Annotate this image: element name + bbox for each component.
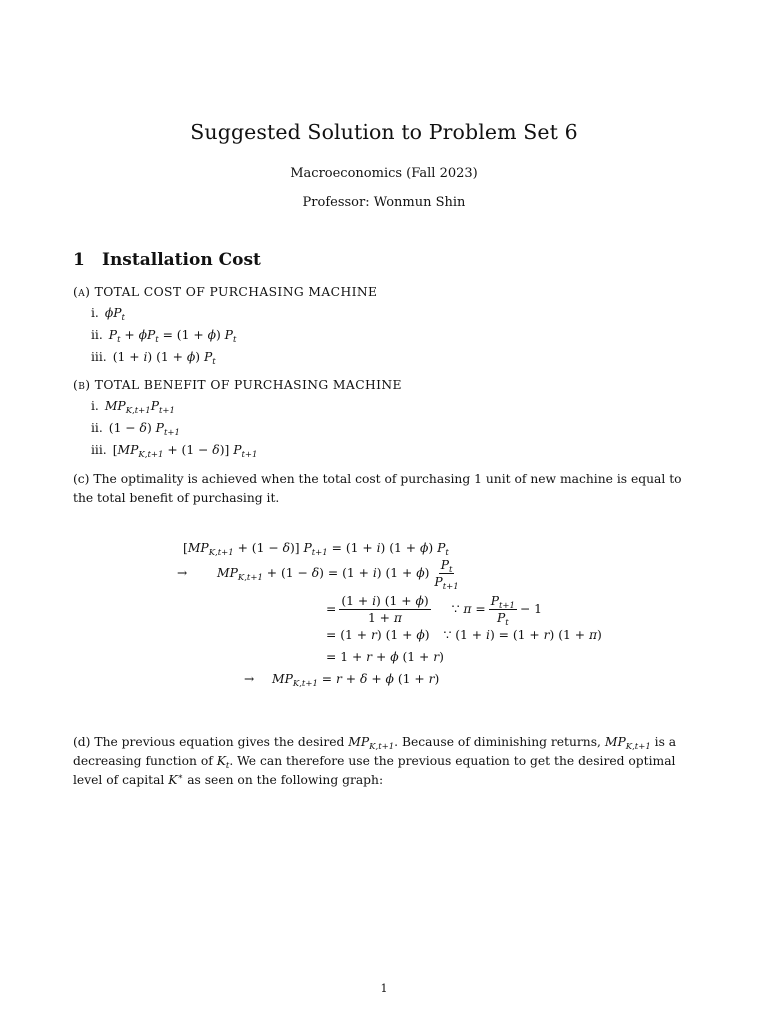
course-name: Macroeconomics (Fall 2023)	[290, 166, 478, 181]
part-a-item-1: i. $\phi P_t$	[91, 306, 125, 323]
section-number: 1	[73, 250, 85, 270]
equation-line-4: = (1 + r) (1 + ϕ) ∵ (1 + i) = (1 + r) (1 + π)	[326, 628, 602, 642]
part-b-item-2: ii. (1 − δ) $P_{t+1}$	[91, 421, 180, 438]
page-number: 1	[380, 982, 388, 995]
equation-line-1: $[MP_{K,t+1} + (1 - \delta)] P_{t+1} = (1 + i) (1 + \phi)$ $P_t$	[183, 541, 449, 558]
professor-name: Professor: Wonmun Shin	[302, 195, 466, 210]
section-heading	[73, 250, 261, 270]
part-c-text: (c) The optimality is achieved when the total cost of purchasing 1 unit of new machine is equal to the total benefit of purchasing it.	[73, 472, 682, 505]
part-a-heading: (a) TOTAL COST OF PURCHASING MACHINE	[73, 285, 378, 299]
equation: $P_t + \phi P_t = (1 + \phi)$ $P_t$	[108, 328, 237, 345]
part-b-item-1: i. $MP_{K,t+1}P_{t+1}$	[91, 399, 175, 416]
equation-line-5: = 1 + r + ϕ (1 + r)	[326, 650, 444, 664]
document-title: Suggested Solution to Problem Set 6	[190, 120, 578, 144]
equation-line-3: = $\frac{(1 + i) (1 + \phi)}{1 + \pi}$ ∵ π = $\frac{P_{t+1}}{P_t}$ − 1	[326, 594, 542, 628]
part-d-text: (d) The previous equation gives the desired $MP_{K,t+1}$. Because of diminishing returns, $MP_{K,t+1}$ is a decreasing function of $K_t$. We can therefore use the previous equation to get the desired optimal level of capital K∗ as seen on the following graph:	[73, 735, 677, 787]
part-b-heading: (b) TOTAL BENEFIT OF PURCHASING MACHINE	[73, 378, 402, 392]
equation: $MP_{K,t+1}P_{t+1}$	[104, 399, 175, 416]
part-a-item-3: iii. (1 + i) (1 + ϕ) $P_t$	[91, 350, 216, 367]
section-title: Installation Cost	[102, 250, 261, 270]
part-a-item-2: ii. $P_t + \phi P_t = (1 + \phi)$ $P_t$	[91, 328, 237, 345]
equation: $\phi P_t$	[104, 306, 125, 323]
equation-line-2: → $MP_{K,t+1} + (1 - \delta) = (1 + i) (1 + \phi)$ $\frac{P_t}{P_{t+1}}$	[177, 558, 459, 592]
part-b-item-3: iii. $[MP_{K,t+1} + (1 - \delta)]$ $P_{t+1}$	[91, 443, 258, 460]
equation-line-6: → $MP_{K,t+1} = r + \delta + \phi$ (1 + r)	[244, 672, 440, 689]
equation: (1 + i) (1 + ϕ) $P_t$	[112, 350, 216, 367]
equation: $[MP_{K,t+1} + (1 - \delta)]$ $P_{t+1}$	[112, 443, 258, 460]
equation: (1 − δ) $P_{t+1}$	[108, 421, 180, 438]
